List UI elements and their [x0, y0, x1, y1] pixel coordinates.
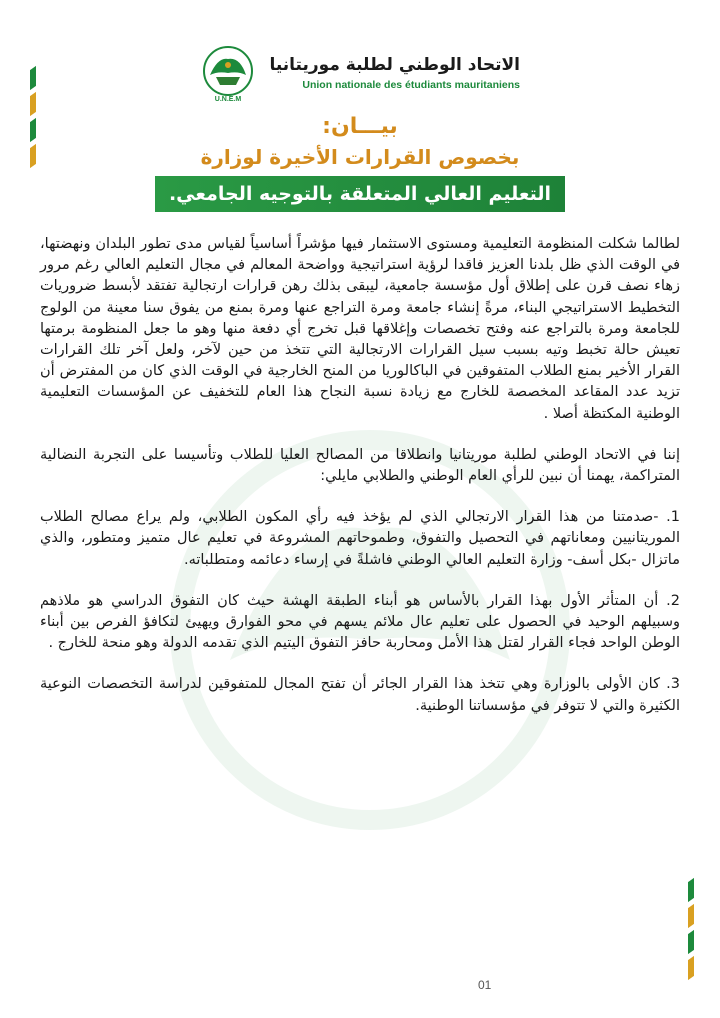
statement-title [100, 112, 620, 212]
paragraph-point-2: 2. أن المتأثر الأول بهذا القرار بالأساس هو أبناء الطبقة الهشة حيث كان التفوق الدراسي هو ملاذهم وسبيلهم الوحيد في الحصول على تعليم عال ملائم يسهم في محو الفوارق ويهيئ لتكافؤ الفرص بين أبناء الوطن الواحد فجاء القرار لقتل هذا الأمل ومحاربة حافز التفوق اليتيم الذي تقدمه الدولة وهو منحة للخارج . [40, 592, 680, 652]
paragraph-intro: لطالما شكلت المنظومة التعليمية ومستوى الاستثمار فيها مؤشراً أساسياً لقياس مدى تطور البلدان ونهضتها، في الوقت الذي ظل بلدنا العزيز فاقدا لرؤية استراتيجية وواضحة المعالم في مجال التعليم العالي رغم مرور زهاء نصف قرن على إطلاق أول مؤسسة جامعية، ليبقى بذلك رهن قرارات ارتجالية تفتقد لأبسط ضروريات التخطيط الاستراتيجي البناء، مرةً إنشاء جامعة ومرة التراجع عنها ومرة بمنع من يفوق سنا معينة من الولوج للجامعة ومرة بالتراجع عنه وفتح تخصصات وإغلاقها قبل تخرج أي دفعة منها وهو ما جعل المنظومة برمتها تعيش حالة تخبط وتيه بسبب سيل القرارات الارتجالية التي تتخذ من حين لآخر، ولعل آخر تلك القرارات القرار الأخير بمنع الطلاب المتفوقين في الباكالوريا من المنح الخارجية في الوقت الذي كان من المفترض أن تزيد عدد المقاعد المخصصة للخارج مع زيادة نسبة النجاح هذا العام للتخفيف عن المؤسسات التعليمية الوطنية المكتظة أصلا . [40, 236, 680, 422]
paragraph-point-1: 1. -صدمتنا من هذا القرار الارتجالي الذي لم يؤخذ فيه رأي المكون الطلابي، ولم يراع مصالح الطلاب الموريتانيين ومعاناتهم في التحصيل والتفوق، وطموحاتهم المشروعة في تعليم عال متميز ومتطور، والذي ماتزال -بكل أسف- وزارة التعليم العالي الوطني فاشلةً في إرساء دعائمه ومتطلباته. [40, 509, 680, 568]
title-line-1: بخصوص القرارات الأخيرة لوزارة [200, 145, 520, 169]
page-number: 01 [478, 978, 492, 992]
org-name-arabic: الاتحاد الوطني لطلبة موريتانيا [269, 55, 520, 75]
unem-logo-icon [200, 45, 256, 101]
title-banner: التعليم العالي المتعلقة بالتوجيه الجامعي. [155, 176, 565, 212]
org-name-french: Union nationale des étudiants mauritaniens [302, 79, 520, 91]
logo-caption: U.N.E.M [214, 96, 242, 103]
letterhead [200, 44, 520, 102]
paragraph-point-3: 3. كان الأولى بالوزارة وهي تتخذ هذا القرار الجائر أن تفتح المجال للمتفوقين لدراسة التخصصات النوعية الكثيرة والتي لا تتوفر في مؤسساتنا الوطنية. [40, 676, 680, 714]
statement-body [40, 234, 680, 737]
title-label: بيـــان: [322, 114, 398, 139]
org-name-block [265, 54, 520, 92]
paragraph-declaration: إننا في الاتحاد الوطني لطلبة موريتانيا وانطلاقا من المصالح العليا للطلاب وتأسيسا على التجربة النضالية المتراكمة، يهمنا أن نبين للرأي العام الوطني والطلابي مايلي: [40, 446, 680, 485]
